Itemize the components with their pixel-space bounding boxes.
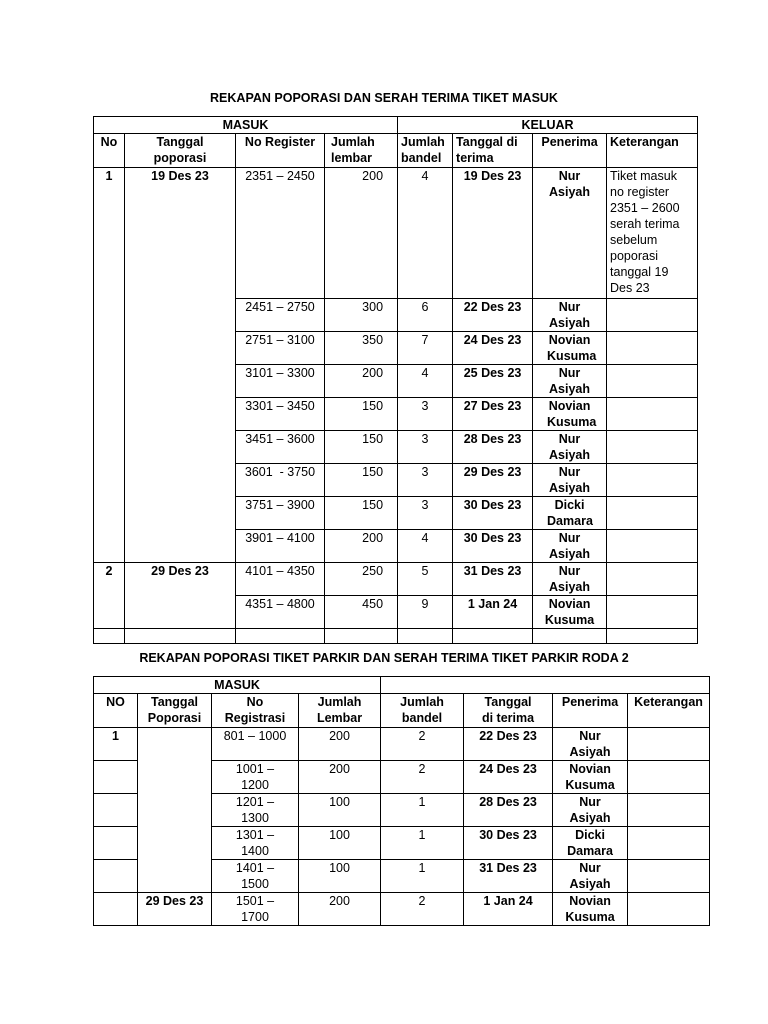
cell-jumlah-lembar: 100: [299, 827, 381, 860]
table-tiket-masuk: [93, 116, 698, 644]
cell-penerima: Novian Kusuma: [533, 398, 607, 431]
cell-tanggal-di-terima: 30 Des 23: [453, 530, 533, 563]
cell-penerima: Nur Asiyah: [533, 168, 607, 299]
cell-jumlah-bandel: 3: [398, 431, 453, 464]
cell-penerima: Nur Asiyah: [533, 530, 607, 563]
cell-jumlah-lembar: 300: [325, 299, 398, 332]
cell-tanggal-di-terima: 22 Des 23: [453, 299, 533, 332]
cell-no-register: 4351 – 4800: [236, 596, 325, 629]
cell-jumlah-lembar: 200: [299, 893, 381, 926]
cell-keterangan: [607, 365, 698, 398]
cell-no: [94, 761, 138, 794]
cell-tanggal-di-terima: 1 Jan 24: [464, 893, 553, 926]
cell-tanggal-di-terima: 24 Des 23: [453, 332, 533, 365]
cell-tanggal-di-terima: 31 Des 23: [453, 563, 533, 596]
cell-penerima: Nur Asiyah: [553, 860, 628, 893]
cell-no-register: 3901 – 4100: [236, 530, 325, 563]
cell-tanggal-di-terima: 27 Des 23: [453, 398, 533, 431]
cell-no: [94, 794, 138, 827]
cell-jumlah-bandel: 4: [398, 168, 453, 299]
cell-jumlah-bandel: 2: [381, 728, 464, 761]
header-jumlah-lembar: Jumlah lembar: [325, 134, 398, 168]
cell-keterangan: [607, 299, 698, 332]
cell-tanggal-di-terima: 1 Jan 24: [453, 596, 533, 629]
cell-no-registrasi: 1301 – 1400: [212, 827, 299, 860]
cell-no: 1: [94, 728, 138, 761]
header-keterangan: Keterangan: [628, 694, 710, 728]
cell-jumlah-lembar: 250: [325, 563, 398, 596]
cell-jumlah-bandel: 2: [381, 761, 464, 794]
header-jumlah-bandel: Jumlah bandel: [398, 134, 453, 168]
cell-keterangan: [607, 530, 698, 563]
column-header-row: [94, 134, 698, 168]
cell-keterangan: [628, 728, 710, 761]
cell-jumlah-bandel: 1: [381, 860, 464, 893]
cell-jumlah-lembar: 350: [325, 332, 398, 365]
cell-keterangan: [628, 827, 710, 860]
cell-no-registrasi: 1501 – 1700: [212, 893, 299, 926]
cell-jumlah-lembar: 200: [325, 530, 398, 563]
group-header-row: [94, 677, 710, 694]
cell-keterangan: [607, 464, 698, 497]
table-row: [94, 563, 698, 596]
cell-jumlah-bandel: 1: [381, 794, 464, 827]
title-tiket-parkir: REKAPAN POPORASI TIKET PARKIR DAN SERAH TERIMA TIKET PARKIR RODA 2: [139, 651, 629, 665]
header-no-registrasi: No Registrasi: [212, 694, 299, 728]
cell-penerima: Nur Asiyah: [553, 728, 628, 761]
cell-no-register: 3601 - 3750: [236, 464, 325, 497]
group-keluar-empty: [381, 677, 710, 694]
cell-keterangan: [628, 761, 710, 794]
cell-tanggal-di-terima: 28 Des 23: [453, 431, 533, 464]
cell-keterangan: [628, 860, 710, 893]
header-no-register: No Register: [236, 134, 325, 168]
header-keterangan: Keterangan: [607, 134, 698, 168]
cell-no-register: 2751 – 3100: [236, 332, 325, 365]
header-jumlah-bandel: Jumlah bandel: [381, 694, 464, 728]
cell-penerima: Novian Kusuma: [553, 893, 628, 926]
cell-penerima: Nur Asiyah: [533, 365, 607, 398]
cell-no-registrasi: 1001 – 1200: [212, 761, 299, 794]
cell-tanggal-di-terima: 22 Des 23: [464, 728, 553, 761]
table-row: [94, 893, 710, 926]
cell-keterangan: [628, 794, 710, 827]
header-tanggal-poporasi: Tanggal Poporasi: [138, 694, 212, 728]
cell-keterangan: [607, 596, 698, 629]
cell-no-register: 3451 – 3600: [236, 431, 325, 464]
header-penerima: Penerima: [553, 694, 628, 728]
group-masuk: MASUK: [94, 677, 381, 694]
cell-jumlah-bandel: 2: [381, 893, 464, 926]
cell-jumlah-bandel: 3: [398, 497, 453, 530]
title-tiket-masuk: REKAPAN POPORASI DAN SERAH TERIMA TIKET MASUK: [210, 91, 558, 105]
cell-penerima: Novian Kusuma: [533, 332, 607, 365]
cell-no: [94, 827, 138, 860]
cell-tanggal-di-terima: 24 Des 23: [464, 761, 553, 794]
table-row: [94, 728, 710, 761]
cell-penerima: Dicki Damara: [553, 827, 628, 860]
cell-jumlah-lembar: 100: [299, 794, 381, 827]
column-header-row: [94, 694, 710, 728]
cell-jumlah-lembar: 200: [299, 761, 381, 794]
header-jumlah-lembar: Jumlah Lembar: [299, 694, 381, 728]
cell-jumlah-bandel: 3: [398, 398, 453, 431]
cell-jumlah-lembar: 450: [325, 596, 398, 629]
cell-jumlah-bandel: 4: [398, 365, 453, 398]
empty-row: [94, 629, 698, 644]
header-no: NO: [94, 694, 138, 728]
cell-tanggal-poporasi: [138, 728, 212, 893]
header-tanggal-di-terima: Tanggal di terima: [464, 694, 553, 728]
header-no: No: [94, 134, 125, 168]
cell-no-register: 3301 – 3450: [236, 398, 325, 431]
cell-jumlah-bandel: 5: [398, 563, 453, 596]
cell-keterangan: Tiket masuk no register 2351 – 2600 serah terima sebelum poporasi tanggal 19 Des 23: [607, 168, 698, 299]
cell-keterangan: [607, 332, 698, 365]
cell-no: 1: [94, 168, 125, 563]
cell-jumlah-lembar: 200: [325, 365, 398, 398]
cell-jumlah-lembar: 150: [325, 431, 398, 464]
cell-jumlah-lembar: 150: [325, 497, 398, 530]
cell-tanggal-di-terima: 30 Des 23: [453, 497, 533, 530]
cell-no-registrasi: 801 – 1000: [212, 728, 299, 761]
cell-keterangan: [628, 893, 710, 926]
cell-tanggal-di-terima: 28 Des 23: [464, 794, 553, 827]
group-keluar: KELUAR: [398, 117, 698, 134]
cell-tanggal-di-terima: 30 Des 23: [464, 827, 553, 860]
cell-no-register: 4101 – 4350: [236, 563, 325, 596]
cell-tanggal-di-terima: 29 Des 23: [453, 464, 533, 497]
cell-tanggal-poporasi: 29 Des 23: [125, 563, 236, 629]
cell-jumlah-bandel: 7: [398, 332, 453, 365]
cell-jumlah-lembar: 150: [325, 398, 398, 431]
cell-jumlah-lembar: 200: [325, 168, 398, 299]
cell-tanggal-di-terima: 25 Des 23: [453, 365, 533, 398]
cell-keterangan: [607, 563, 698, 596]
cell-no-registrasi: 1401 – 1500: [212, 860, 299, 893]
cell-no-registrasi: 1201 – 1300: [212, 794, 299, 827]
header-tanggal-poporasi: Tanggal poporasi: [125, 134, 236, 168]
cell-no: [94, 893, 138, 926]
cell-penerima: Dicki Damara: [533, 497, 607, 530]
cell-jumlah-bandel: 1: [381, 827, 464, 860]
cell-no: [94, 860, 138, 893]
cell-jumlah-lembar: 100: [299, 860, 381, 893]
cell-no: 2: [94, 563, 125, 629]
cell-jumlah-bandel: 6: [398, 299, 453, 332]
cell-jumlah-bandel: 4: [398, 530, 453, 563]
cell-no-register: 3101 – 3300: [236, 365, 325, 398]
cell-jumlah-lembar: 150: [325, 464, 398, 497]
cell-jumlah-bandel: 3: [398, 464, 453, 497]
cell-penerima: Nur Asiyah: [533, 431, 607, 464]
cell-tanggal-di-terima: 19 Des 23: [453, 168, 533, 299]
group-masuk: MASUK: [94, 117, 398, 134]
cell-penerima: Novian Kusuma: [553, 761, 628, 794]
cell-penerima: Novian Kusuma: [533, 596, 607, 629]
cell-no-register: 3751 – 3900: [236, 497, 325, 530]
table-tiket-parkir: [93, 676, 710, 926]
cell-keterangan: [607, 431, 698, 464]
cell-penerima: Nur Asiyah: [533, 464, 607, 497]
cell-jumlah-lembar: 200: [299, 728, 381, 761]
cell-tanggal-poporasi: 29 Des 23: [138, 893, 212, 926]
cell-penerima: Nur Asiyah: [533, 563, 607, 596]
cell-keterangan: [607, 398, 698, 431]
header-penerima: Penerima: [533, 134, 607, 168]
cell-no-register: 2451 – 2750: [236, 299, 325, 332]
cell-no-register: 2351 – 2450: [236, 168, 325, 299]
cell-penerima: Nur Asiyah: [533, 299, 607, 332]
header-tanggal-di-terima: Tanggal di terima: [453, 134, 533, 168]
cell-jumlah-bandel: 9: [398, 596, 453, 629]
cell-keterangan: [607, 497, 698, 530]
cell-tanggal-poporasi: 19 Des 23: [125, 168, 236, 563]
group-header-row: [94, 117, 698, 134]
cell-penerima: Nur Asiyah: [553, 794, 628, 827]
table-row: [94, 168, 698, 299]
cell-tanggal-di-terima: 31 Des 23: [464, 860, 553, 893]
